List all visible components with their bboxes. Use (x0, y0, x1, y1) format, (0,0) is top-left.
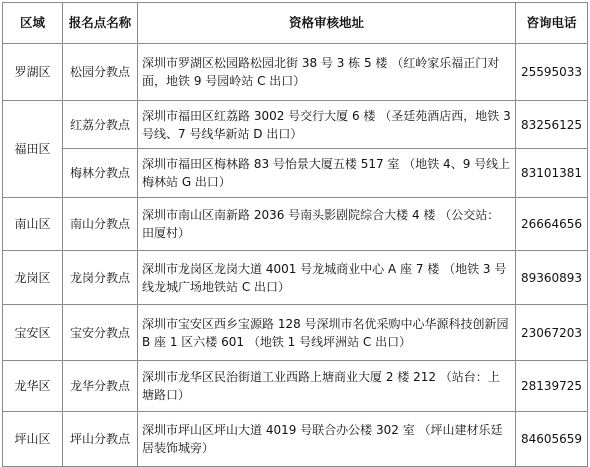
header-point-name: 报名点名称 (63, 3, 138, 44)
phone-cell: 83101381 (516, 149, 588, 198)
table-row (3, 198, 588, 251)
district-cell: 福田区 (3, 101, 63, 198)
table-row (3, 44, 588, 101)
table-row (3, 101, 588, 149)
header-phone: 咨询电话 (516, 3, 588, 44)
table-row (3, 361, 588, 412)
address-cell: 深圳市南山区南新路 2036 号南头影剧院综合大楼 4 楼 （公交站：田厦村） (138, 198, 516, 251)
table-row (3, 251, 588, 305)
table-header-row (3, 3, 588, 44)
phone-cell: 25595033 (516, 44, 588, 101)
phone-cell: 28139725 (516, 361, 588, 412)
header-address: 资格审核地址 (138, 3, 516, 44)
district-cell: 南山区 (3, 198, 63, 251)
phone-cell: 83256125 (516, 101, 588, 149)
district-cell: 宝安区 (3, 305, 63, 361)
phone-cell: 23067203 (516, 305, 588, 361)
point-name-cell: 龙华分教点 (63, 361, 138, 412)
phone-cell: 89360893 (516, 251, 588, 305)
address-cell: 深圳市龙华区民治街道工业西路上塘商业大厦 2 楼 212 （站台：上塘路口） (138, 361, 516, 412)
district-cell: 坪山区 (3, 412, 63, 467)
point-name-cell: 龙岗分教点 (63, 251, 138, 305)
address-cell: 深圳市坪山区坪山大道 4019 号联合办公楼 302 室 （坪山建材乐廷居装饰城旁） (138, 412, 516, 467)
district-cell: 龙岗区 (3, 251, 63, 305)
registration-points-table (2, 2, 588, 467)
point-name-cell: 松园分教点 (63, 44, 138, 101)
district-cell: 龙华区 (3, 361, 63, 412)
phone-cell: 84605659 (516, 412, 588, 467)
table-row (3, 305, 588, 361)
point-name-cell: 宝安分教点 (63, 305, 138, 361)
point-name-cell: 红荔分教点 (63, 101, 138, 149)
address-cell: 深圳市福田区梅林路 83 号怡景大厦五楼 517 室 （地铁 4、9 号线上梅林站 G 出口） (138, 149, 516, 198)
address-cell: 深圳市福田区红荔路 3002 号交行大厦 6 楼 （圣廷苑酒店西，地铁 3 号线、7 号线华新站 D 出口） (138, 101, 516, 149)
address-cell: 深圳市罗湖区松园路松园北街 38 号 3 栋 5 楼 （红岭家乐福正门对面，地铁 9 号园岭站 C 出口） (138, 44, 516, 101)
point-name-cell: 坪山分教点 (63, 412, 138, 467)
table-row (3, 149, 588, 198)
point-name-cell: 梅林分教点 (63, 149, 138, 198)
header-district: 区域 (3, 3, 63, 44)
table-row (3, 412, 588, 467)
phone-cell: 26664656 (516, 198, 588, 251)
district-cell: 罗湖区 (3, 44, 63, 101)
address-cell: 深圳市龙岗区龙岗大道 4001 号龙城商业中心 A 座 7 楼 （地铁 3 号线龙城广场地铁站 C 出口） (138, 251, 516, 305)
point-name-cell: 南山分教点 (63, 198, 138, 251)
address-cell: 深圳市宝安区西乡宝源路 128 号深圳市名优采购中心华源科技创新园 B 座 1 区六楼 601 （地铁 1 号线坪洲站 C 出口） (138, 305, 516, 361)
